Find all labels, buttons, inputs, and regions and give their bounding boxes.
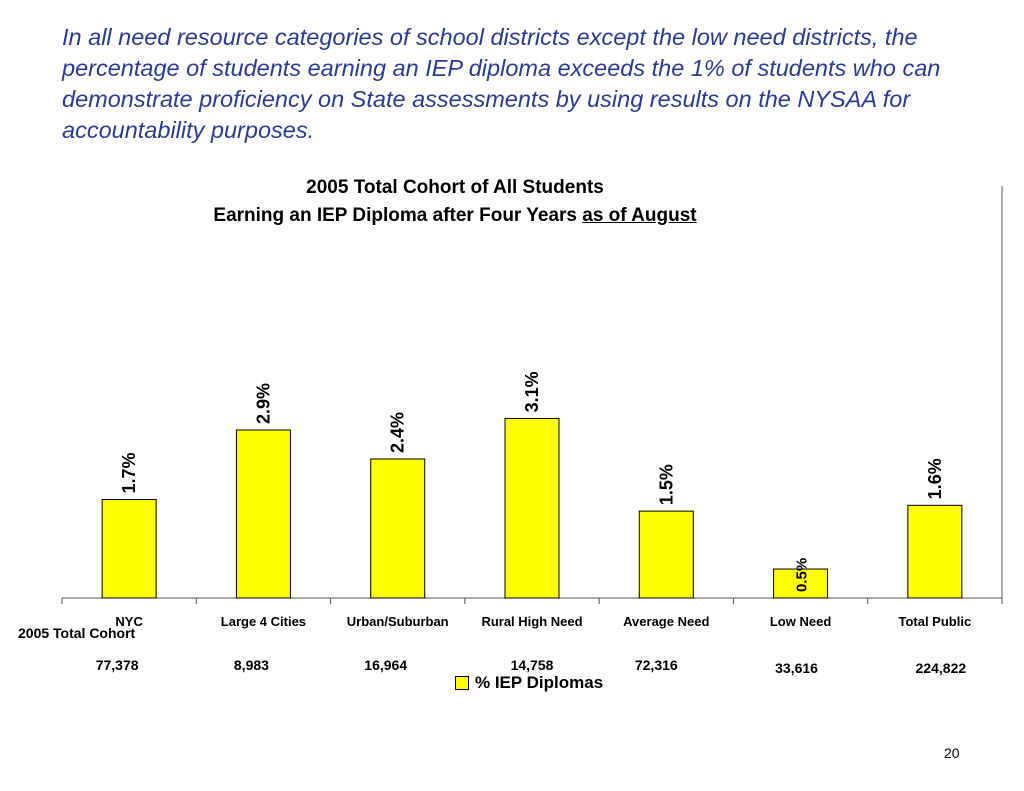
x-tick-label: Rural High Need [481,614,583,629]
data-label: 1.5% [656,464,677,506]
legend-label: % IEP Diplomas [475,673,604,692]
chart-title-plain: Earning an IEP Diploma after Four Years [213,205,583,226]
chart-legend [455,673,603,693]
cohort-value: 224,822 [915,660,967,676]
chart-title-line-1: 2005 Total Cohort of All Students [306,177,604,198]
x-tick-label: Low Need [769,614,832,629]
bar [102,500,156,598]
page-number: 20 [944,745,960,761]
data-label: 2.9% [253,382,274,424]
x-tick-label: Urban/Suburban [346,614,449,629]
bar [236,430,290,598]
bar [639,511,693,598]
cohort-value: 33,616 [775,660,818,676]
cohort-row-label: 2005 Total Cohort [18,625,136,641]
data-label: 0.5% [793,557,811,592]
chart-title-underlined: as of August [582,205,697,226]
data-label: 3.1% [522,371,542,413]
cohort-value: 16,964 [364,657,408,673]
data-label: 2.4% [387,411,408,453]
cohort-value: 72,316 [634,657,678,673]
data-label: 1.6% [924,458,945,500]
bar [505,418,559,598]
bar [908,505,962,598]
x-tick-label: Average Need [623,614,710,629]
legend-swatch [455,676,469,690]
headline: In all need resource categories of school districts except the low need districts, the percentage of students earning an IEP diploma exceeds the 1% of students who can demonstrate proficiency on State assessments by using results on the NYSAA for accountability purposes. [62,24,941,143]
x-tick-label: Large 4 Cities [220,614,307,629]
x-tick-label: NYC [115,614,143,629]
x-tick-label: Total Public [898,614,972,629]
cohort-value: 8,983 [233,657,269,673]
bar [371,459,425,598]
cohort-value: 14,758 [510,657,554,673]
data-label: 1.7% [119,452,140,494]
cohort-value: 77,378 [95,657,139,673]
